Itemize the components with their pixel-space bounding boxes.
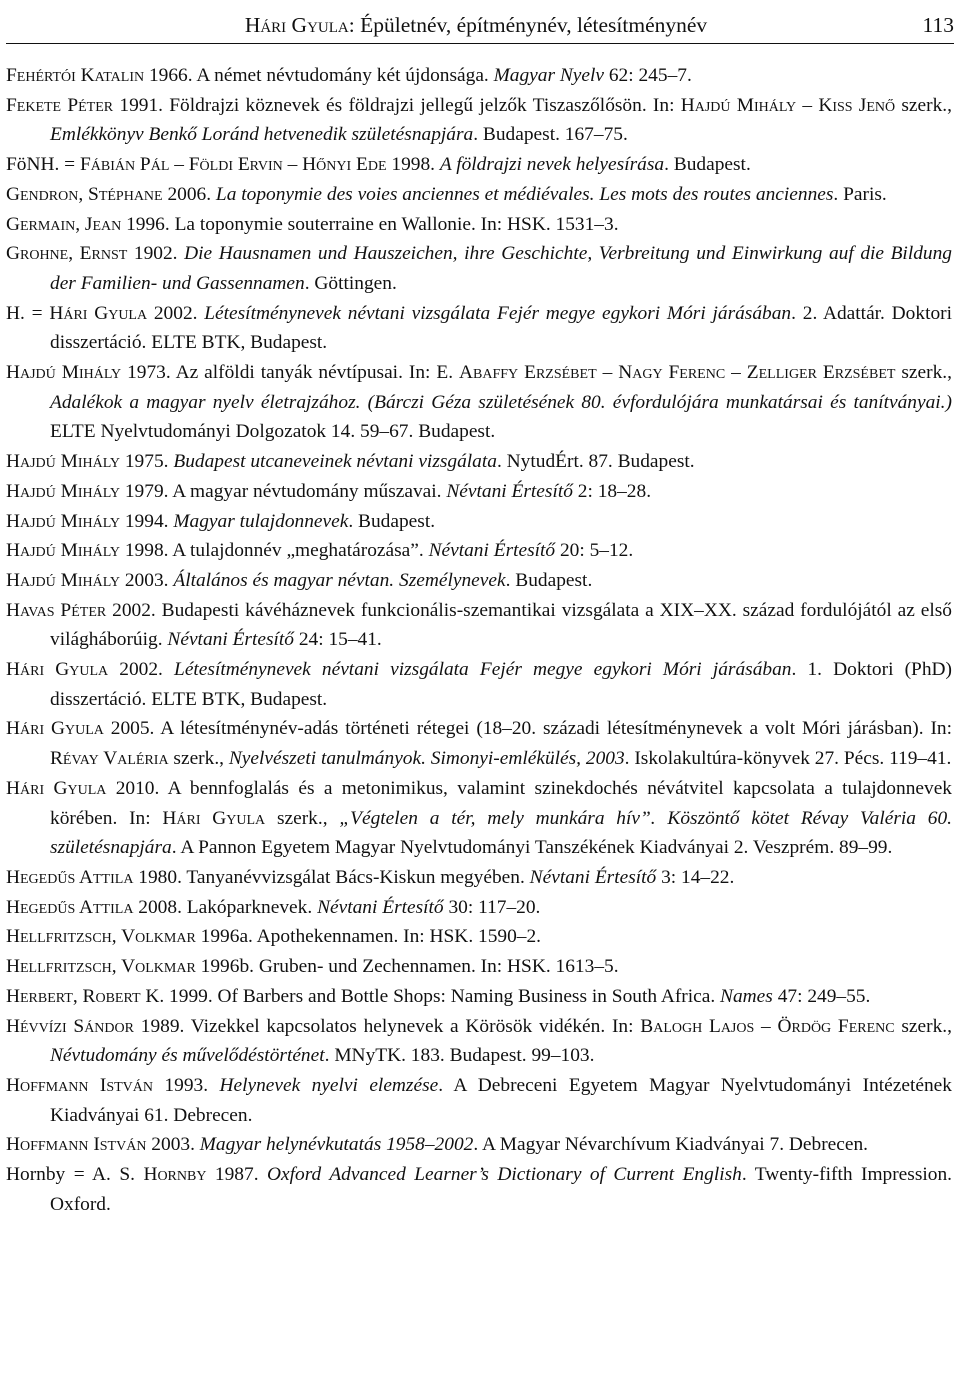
reference-text: 1996b. Gruben- und Zechennamen. In: HSK. 1613–5. bbox=[195, 956, 619, 978]
reference-author: Hajdú Mihály bbox=[6, 569, 121, 591]
reference-entry bbox=[6, 477, 952, 507]
reference-text: . A Magyar Névarchívum Kiadványai 7. Debrecen. bbox=[473, 1134, 869, 1156]
reference-text: szerk., bbox=[895, 362, 952, 384]
reference-entry bbox=[6, 922, 952, 952]
reference-entry bbox=[6, 210, 952, 240]
page-number: 113 bbox=[922, 13, 954, 37]
reference-text: . Paris. bbox=[833, 183, 887, 205]
reference-author: Hajdú Mihály bbox=[6, 362, 122, 384]
running-title bbox=[6, 10, 906, 40]
reference-text: 2003. bbox=[146, 1134, 200, 1156]
reference-author: Hári Gyula bbox=[162, 807, 266, 829]
reference-text: 20: 5–12. bbox=[555, 540, 634, 562]
reference-text: . 1. Doktori (PhD) disszertáció. ELTE BTK, Budapest. bbox=[50, 659, 952, 710]
reference-title: Names bbox=[720, 985, 773, 1007]
reference-text: 1998. A tulajdonnév „meghatározása”. bbox=[120, 540, 429, 562]
reference-author: Révay Valéria bbox=[50, 748, 169, 770]
reference-author: Hajdú Mihály bbox=[6, 451, 121, 473]
reference-author: Hajdú Mihály bbox=[6, 480, 121, 502]
reference-author: Grohne, Ernst bbox=[6, 243, 128, 265]
reference-author: Hári Gyula bbox=[49, 302, 148, 324]
reference-entry bbox=[6, 863, 952, 893]
reference-author: Abaffy Erzsébet – Nagy Ferenc – Zelliger Erzsébet bbox=[459, 362, 896, 384]
reference-title: Általános és magyar névtan. Személynevek bbox=[173, 569, 506, 591]
reference-text: 2: 18–28. bbox=[572, 480, 652, 502]
reference-entry bbox=[6, 596, 952, 655]
reference-title: Budapest utcaneveinek névtani vizsgálata bbox=[173, 451, 497, 473]
reference-entry bbox=[6, 239, 952, 298]
reference-entry bbox=[6, 655, 952, 714]
reference-text: FöNH. = bbox=[6, 154, 80, 176]
reference-text: 1996. La toponymie souterraine en Wallonie. In: HSK. 1531–3. bbox=[121, 213, 619, 235]
reference-author: Gendron, Stéphane bbox=[6, 183, 163, 205]
reference-author: Hoffmann István bbox=[6, 1074, 154, 1096]
reference-text: 1973. Az alföldi tanyák névtípusai. In: E. bbox=[121, 362, 460, 384]
reference-list bbox=[6, 61, 952, 1219]
reference-text: . Iskolakultúra-könyvek 27. Pécs. 119–41. bbox=[624, 748, 952, 770]
reference-title: Létesítménynevek névtani vizsgálata Fejér megye egykori Móri járásában bbox=[204, 302, 792, 324]
reference-text: Hornby = A. S. bbox=[6, 1164, 144, 1186]
reference-title: Létesítménynevek névtani vizsgálata Fejér megye egykori Móri járásában bbox=[174, 659, 792, 681]
reference-text: . A Debreceni Egyetem Magyar Nyelvtudományi Intézetének Kiadványai 61. Debrecen. bbox=[50, 1074, 952, 1126]
running-header bbox=[6, 4, 954, 40]
reference-title: Névtani Értesítő bbox=[446, 480, 573, 502]
reference-entry bbox=[6, 1160, 952, 1219]
reference-author: Havas Péter bbox=[6, 599, 107, 621]
reference-entry bbox=[6, 952, 952, 982]
reference-text: 2006. bbox=[162, 183, 216, 205]
reference-text: 1975. bbox=[120, 451, 174, 473]
reference-entry bbox=[6, 774, 952, 863]
reference-text: 1996a. Apothekennamen. In: HSK. 1590–2. bbox=[195, 926, 542, 948]
reference-text: H. = bbox=[6, 302, 50, 324]
reference-text: 24: 15–41. bbox=[293, 629, 382, 651]
reference-text: . Budapest. 167–75. bbox=[473, 124, 628, 146]
reference-title: A földrajzi nevek helyesírása bbox=[439, 154, 665, 176]
reference-text: 47: 249–55. bbox=[772, 985, 871, 1007]
reference-author: Hegedűs Attila bbox=[6, 896, 134, 918]
reference-entry bbox=[6, 1071, 952, 1130]
reference-text: 1998. bbox=[386, 154, 440, 176]
reference-author: Hári Gyula bbox=[6, 718, 104, 740]
reference-text: 2010. A bennfoglalás és a metonimikus, valamint szinekdochés névátvitel kapcsolata a tulajdonnevek körében. In: bbox=[50, 777, 952, 829]
reference-author: Hoffmann István bbox=[6, 1134, 147, 1156]
reference-title: Helynevek nyelvi elemzése bbox=[219, 1074, 439, 1096]
reference-author: Fekete Péter bbox=[6, 94, 114, 116]
reference-text: 1902. bbox=[127, 243, 185, 265]
reference-text: K. 1999. Of Barbers and Bottle Shops: Naming Business in South Africa. bbox=[140, 985, 721, 1007]
reference-text: szerk., bbox=[168, 748, 229, 770]
reference-text: 30: 117–20. bbox=[443, 896, 541, 918]
reference-text: ELTE Nyelvtudományi Dolgozatok 14. 59–67. Budapest. bbox=[50, 421, 496, 443]
reference-author: Fehértói Katalin bbox=[6, 65, 145, 86]
reference-title: Névtani Értesítő bbox=[529, 866, 657, 888]
reference-text: 2002. Budapesti kávéháznevek funkcionális-szemantikai vizsgálata a XIX–XX. század fordulójától az első világháborúig. bbox=[50, 599, 953, 651]
reference-text: 1980. Tanyanévvizsgálat Bács-Kiskun megyében. bbox=[133, 866, 530, 888]
reference-entry bbox=[6, 1012, 952, 1071]
reference-text: . MNyTK. 183. Budapest. 99–103. bbox=[324, 1045, 595, 1067]
reference-entry bbox=[6, 299, 952, 358]
reference-author: Hajdú Mihály – Kiss Jenő bbox=[680, 94, 896, 116]
reference-author: Hévvízi Sándor bbox=[6, 1015, 134, 1037]
reference-entry bbox=[6, 447, 952, 477]
reference-entry bbox=[6, 507, 952, 537]
reference-text: 2008. Lakóparknevek. bbox=[133, 896, 318, 918]
reference-title: Emlékkönyv Benkő Loránd hetvenedik születésnapjára bbox=[50, 124, 474, 146]
reference-text: . Budapest. bbox=[664, 154, 751, 176]
reference-text: 1993. bbox=[153, 1074, 220, 1096]
reference-entry bbox=[6, 566, 952, 596]
reference-entry bbox=[6, 714, 952, 773]
reference-author: Hellfritzsch, Volkmar bbox=[6, 926, 196, 948]
reference-text: 1979. A magyar névtudomány műszavai. bbox=[120, 480, 447, 502]
reference-text: szerk., bbox=[895, 94, 952, 116]
reference-title: Névtani Értesítő bbox=[317, 896, 444, 918]
running-title-text: : Épületnév, építménynév, létesítménynév bbox=[348, 13, 708, 37]
reference-text: 3: 14–22. bbox=[656, 866, 735, 888]
reference-text: szerk., bbox=[265, 807, 340, 829]
header-rule bbox=[6, 43, 954, 44]
reference-author: Herbert, Robert bbox=[6, 985, 141, 1007]
reference-text: . NytudÉrt. 87. Budapest. bbox=[496, 451, 695, 473]
reference-entry bbox=[6, 982, 952, 1012]
reference-author: Germain, Jean bbox=[6, 213, 122, 235]
reference-title: Adalékok a magyar nyelv életrajzához. (Bárczi Géza születésének 80. évfordulójára munkatársai és tanítványai.) bbox=[50, 391, 952, 413]
reference-author: Hári Gyula bbox=[6, 659, 109, 681]
reference-text: 2005. A létesítménynév-adás történeti rétegei (18–20. századi létesítménynevek a volt Móri járásban). In: bbox=[103, 718, 952, 740]
reference-author: Balogh Lajos – Ördög Ferenc bbox=[640, 1015, 895, 1037]
reference-entry bbox=[6, 61, 952, 91]
reference-title: „Végtelen a tér, mely munkára hív”. Köszöntő kötet Révay Valéria 60. születésnapjára bbox=[50, 807, 952, 859]
reference-entry bbox=[6, 536, 952, 566]
reference-text: 62: 245–7. bbox=[604, 65, 692, 86]
reference-entry bbox=[6, 91, 952, 150]
reference-entry bbox=[6, 893, 952, 923]
reference-text: . Budapest. bbox=[505, 569, 593, 591]
reference-text: szerk., bbox=[894, 1015, 952, 1037]
reference-entry bbox=[6, 1130, 952, 1160]
reference-text: 2002. bbox=[147, 302, 205, 324]
reference-text: 1991. Földrajzi köznevek és földrajzi jellegű jelzők Tiszaszőlősön. In: bbox=[113, 94, 681, 116]
reference-text: . A Pannon Egyetem Magyar Nyelvtudományi Tanszékének Kiadványai 2. Veszprém. 89–99. bbox=[171, 837, 893, 859]
reference-title: Die Hausnamen und Hauszeichen, ihre Geschichte, Verbreitung und Einwirkung auf die Bildung der Familien- und Gassennamen bbox=[50, 243, 952, 294]
reference-title: Névtani Értesítő bbox=[428, 540, 556, 562]
reference-author: Hornby bbox=[143, 1164, 207, 1186]
reference-author: Hegedűs Attila bbox=[6, 866, 134, 888]
reference-text: . Twenty-fifth Impression. Oxford. bbox=[50, 1164, 953, 1215]
reference-title: Magyar Nyelv bbox=[493, 65, 605, 86]
reference-title: Névtani Értesítő bbox=[167, 629, 294, 651]
reference-entry bbox=[6, 358, 952, 447]
reference-title: Névtudomány és művelődéstörténet bbox=[50, 1045, 325, 1067]
running-title-author: Hári Gyula bbox=[244, 13, 349, 37]
reference-text: . 2. Adattár. Doktori disszertáció. ELTE BTK, Budapest. bbox=[50, 302, 952, 354]
reference-author: Hellfritzsch, Volkmar bbox=[6, 956, 196, 978]
reference-text: 1989. Vizekkel kapcsolatos helynevek a Körösök vidékén. In: bbox=[133, 1015, 641, 1037]
reference-text: . Budapest. bbox=[348, 510, 436, 532]
reference-text: 1987. bbox=[206, 1164, 268, 1186]
reference-author: Hajdú Mihály bbox=[6, 540, 121, 562]
reference-author: Hajdú Mihály bbox=[6, 510, 121, 532]
reference-title: Magyar helynévkutatás 1958–2002 bbox=[199, 1134, 474, 1156]
reference-author: Hári Gyula bbox=[6, 777, 107, 799]
reference-text: 1994. bbox=[120, 510, 174, 532]
reference-text: 1966. A német névtudomány két újdonsága. bbox=[144, 65, 494, 86]
reference-text: . Göttingen. bbox=[304, 272, 397, 294]
reference-title: La toponymie des voies anciennes et médiévales. Les mots des routes anciennes bbox=[215, 183, 834, 205]
reference-entry bbox=[6, 150, 952, 180]
reference-title: Nyelvészeti tanulmányok. Simonyi-emlékülés, 2003 bbox=[228, 748, 625, 770]
reference-text: 2002. bbox=[108, 659, 175, 681]
reference-title: Oxford Advanced Learner’s Dictionary of Current English bbox=[267, 1164, 742, 1186]
reference-entry bbox=[6, 180, 952, 210]
reference-text: 2003. bbox=[120, 569, 174, 591]
reference-author: Fábián Pál – Földi Ervin – Hőnyi Ede bbox=[79, 154, 387, 176]
reference-title: Magyar tulajdonnevek bbox=[173, 510, 349, 532]
